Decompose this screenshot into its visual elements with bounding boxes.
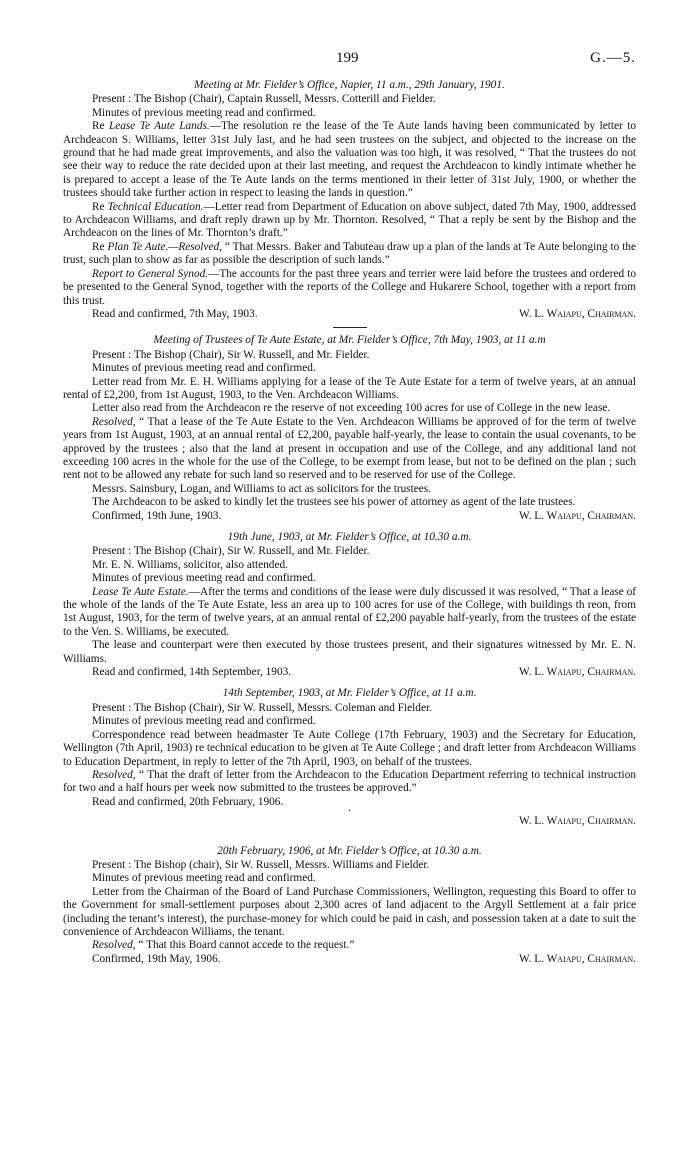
- meeting-1906-02-20: [63, 845, 636, 967]
- resolution-paragraph: [63, 939, 636, 952]
- document-body: [63, 79, 636, 966]
- present-line: Present : The Bishop (Chair), Captain Russell, Messrs. Cotterill and Fielder.: [92, 93, 436, 106]
- meeting-heading: 19th June, 1903, at Mr. Fielder’s Office, at 10.30 a.m.: [227, 531, 472, 543]
- chairman-signature: W. L. Waiapu, Chairman.: [519, 509, 636, 522]
- present-line: Present : The Bishop (Chair), Sir W. Russell, and Mr. Fielder.: [92, 545, 370, 558]
- confirmation-text: Read and confirmed, 7th May, 1903.: [92, 307, 258, 320]
- reserve-letter-paragraph: Letter also read from the Archdeacon re the reserve of not exceeding 100 acres for use of College in the new lease.: [92, 402, 611, 415]
- chairman-signature: W. L. Waiapu, Chairman.: [519, 307, 636, 320]
- attendance-line: Mr. E. N. Williams, solicitor, also attended.: [92, 558, 288, 571]
- section-gap: [63, 829, 636, 837]
- report-label: Report to General Synod.: [92, 267, 209, 280]
- resolution-text: “ That the draft of letter from the Archdeacon to the Education Department referring to technical instruction for two and a half hours per week now submitted to the trustees be approved.”: [63, 768, 636, 795]
- technical-education-text: —Letter read from Department of Education on above subject, dated 7th May, 1900, addressed to Archdeacon Williams, and draft reply drawn up by Mr. Thornton. Resolved, “ That a reply be sent by the Bishop and the Archdeacon on the lines of Mr. Thornton’s draft.”: [63, 200, 637, 240]
- meeting-heading: 20th February, 1906, at Mr. Fielder’s Office, at 10.30 a.m.: [217, 844, 482, 857]
- section-gap: [63, 679, 636, 687]
- separator-dot: ·: [347, 806, 352, 818]
- technical-education-label: Technical Education.: [107, 200, 204, 213]
- resolution-paragraph: [63, 769, 636, 796]
- confirmation-row: [63, 953, 636, 966]
- lease-text: —The resolution re the lease of the Te Aute lands having been communicated by letter to Archdeacon S. Williams, letter 31st July last, and he had seen trustees on the subject, and objected to the increase on the ground that he had made great improvements, and also the valuation was too high, it was resolved, “ That the trustees do not see their way to reduce the rate decided upon at their last meeting, and request the Archdeacon to kindly intimate whether he is prepared to accept a lease of the Te Aute lands on the terms mentioned in their letter of 31st July, 1900, or whether the trustees should take further action in respect to leasing the lands in question.”: [63, 120, 636, 200]
- resolved-label: Resolved,: [92, 768, 136, 781]
- page-header: [0, 52, 700, 68]
- plan-text: “ That Messrs. Baker and Tabuteau draw up a plan of the lands at Te Aute belonging to the trust, such plan to show as far as possible the description of such lands.”: [63, 240, 637, 267]
- meeting-heading: Meeting of Trustees of Te Aute Estate, at Mr. Fielder’s Office, 7th May, 1903, at 11 a.m: [153, 334, 546, 347]
- plan-paragraph: Re Plan Te Aute.—Resolved, “ That Messrs. Baker and Tabuteau draw up a plan of the lands at Te Aute belonging to the trust, such plan to show as far as possible the description of such lands.”: [63, 240, 637, 267]
- resolution-text: “ That this Board cannot accede to the request.”: [135, 939, 355, 952]
- correspondence-paragraph: Correspondence read between headmaster Te Aute College (17th February, 1903) and the Secretary for Education, Wellington (7th April, 1903) re technical education to be given at Te Aute College ; and draft letter from Archdeacon Williams to Education Department, in reply to letter of the 7th April, 1903, on behalf of the trustees.: [63, 728, 636, 768]
- attorney-paragraph: The Archdeacon to be asked to kindly let the trustees see his power of attorney as agent of the late trustees.: [92, 496, 576, 509]
- signature-row: [63, 815, 636, 828]
- meeting-heading: Meeting at Mr. Fielder’s Office, Napier, 11 a.m., 29th January, 1901.: [194, 79, 505, 91]
- solicitors-paragraph: Messrs. Sainsbury, Logan, and Williams to act as solicitors for the trustees.: [92, 482, 432, 495]
- meeting-1903-05-07: [63, 334, 636, 523]
- lease-estate-label: Lease Te Aute Estate.: [92, 585, 189, 598]
- resolved-label: Resolved,: [92, 939, 136, 952]
- meeting-1903-09-14: [63, 687, 636, 828]
- section-divider: [333, 327, 367, 328]
- report-text: —The accounts for the past three years and terrier were laid before the trustees and ordered to be presented to the General Synod, together with the reports of the College and Hukarere School, together with a report from this trust.: [63, 267, 636, 307]
- present-line: Present : The Bishop (chair), Sir W. Russell, Messrs. Williams and Fielder.: [92, 858, 430, 871]
- confirmation-row: [63, 666, 636, 679]
- minutes-line: Minutes of previous meeting read and confirmed.: [92, 715, 316, 728]
- lease-estate-text: —After the terms and conditions of the lease were duly discussed it was resolved, “ That a lease of the whole of the lands of the Te Aute Estate, less an area up to 100 acres for use of the College, with buildings th reon, from 1st August, 1903, for the term of twelve years, at an annual rental of £2,200 payable half-yearly, from the trustees of the estate to the Ven. S. Williams, be executed.: [63, 585, 636, 638]
- lease-label: Lease Te Aute Lands.: [108, 120, 210, 133]
- confirmation-text: Confirmed, 19th June, 1903.: [92, 509, 222, 522]
- section-gap: [63, 837, 636, 845]
- confirmation-row: [63, 308, 636, 321]
- technical-education-paragraph: Re Technical Education.—Letter read from Department of Education on above subject, dated 7th May, 1900, addressed to Archdeacon Williams, and draft reply drawn up by Mr. Thornton. Resolved, “ That a reply be sent by the Bishop and the Archdeacon on the lines of Mr. Thornton’s draft.”: [63, 200, 637, 240]
- lease-estate-paragraph: [63, 586, 636, 640]
- page-number: 199: [336, 50, 359, 66]
- minutes-line: Minutes of previous meeting read and confirmed.: [92, 872, 316, 885]
- present-line: Present : The Bishop (Chair), Sir W. Russell, and Mr. Fielder.: [92, 348, 370, 361]
- meeting-heading: 14th September, 1903, at Mr. Fielder’s Office, at 11 a.m.: [222, 687, 477, 700]
- minutes-line: Minutes of previous meeting read and confirmed.: [92, 106, 316, 119]
- confirmation-text: Confirmed, 19th May, 1906.: [92, 952, 221, 965]
- resolution-paragraph: [63, 416, 636, 483]
- chairman-signature: W. L. Waiapu, Chairman.: [519, 666, 636, 679]
- plan-label: Plan Te Aute.—Resolved,: [107, 240, 222, 253]
- report-paragraph: [63, 268, 636, 308]
- land-purchase-paragraph: Letter from the Chairman of the Board of Land Purchase Commissioners, Wellington, requesting this Board to offer to the Government for small-settlement purposes about 2,300 acres of land adjacent to the Argyll Settlement at a fair price (including the tenant’s interest), the purchase-money for which could be paid in cash, and possession taken at a date to suit the convenience of Archdeacon Williams, the tenant.: [63, 885, 636, 938]
- confirmation-text: Read and confirmed, 14th September, 1903.: [92, 666, 292, 679]
- confirmation-row: [63, 510, 636, 523]
- chairman-signature: W. L. Waiapu, Chairman.: [519, 815, 636, 828]
- lease-paragraph: Re Lease Te Aute Lands.—The resolution re the lease of the Te Aute lands having been communicated by letter to Archdeacon S. Williams, letter 31st July last, and he had seen trustees on the subject, and objected to the increase on the ground that he had made great improvements, and also the valuation was too high, it was resolved, “ That the trustees do not see their way to reduce the rate decided upon at their last meeting, and request the Archdeacon to kindly intimate whether he is prepared to accept a lease of the Te Aute lands on the terms mentioned in their letter of 31st July, 1900, or whether the trustees should take further action in respect to leasing the lands in question.”: [63, 120, 636, 200]
- chairman-signature: W. L. Waiapu, Chairman.: [519, 952, 636, 965]
- letter-paragraph: Letter read from Mr. E. H. Williams applying for a lease of the Te Aute Estate for a term of twelve years, at an annual rental of £2,200, from 1st August, 1903, to the Ven. Archdeacon Williams.: [63, 375, 636, 401]
- minutes-line: Minutes of previous meeting read and confirmed.: [92, 572, 316, 585]
- resolved-label: Resolved,: [92, 415, 136, 428]
- resolution-text: “ That a lease of the Te Aute Estate to the Ven. Archdeacon Williams be approved of for the term of twelve years from 1st August, 1903, at an annual rental of £2,200, payable half-yearly, the lease to contain the usual covenants, to be approved by the trustees ; also that the land at present in occupation and use of the College, and any additional land not exceeding 100 acres in the whole for the use of the College, to be exempt from lease, but not to be defined on the plan ; such rent not to be allowed any rebate for such land so reserved and to be reserved for use of the College.: [63, 415, 636, 482]
- execution-paragraph: The lease and counterpart were then executed by those trustees present, and their signatures witnessed by Mr. E. N. Williams.: [63, 639, 636, 665]
- section-gap: [63, 523, 636, 531]
- confirmation-text: Read and confirmed, 20th February, 1906.: [92, 795, 284, 808]
- minutes-line: Minutes of previous meeting read and confirmed.: [92, 362, 316, 375]
- meeting-1903-06-19: [63, 531, 636, 679]
- present-line: Present : The Bishop (Chair), Sir W. Russell, Messrs. Coleman and Fielder.: [92, 701, 432, 714]
- meeting-1901-01-29: [63, 79, 636, 321]
- document-reference: G.—5.: [590, 50, 636, 66]
